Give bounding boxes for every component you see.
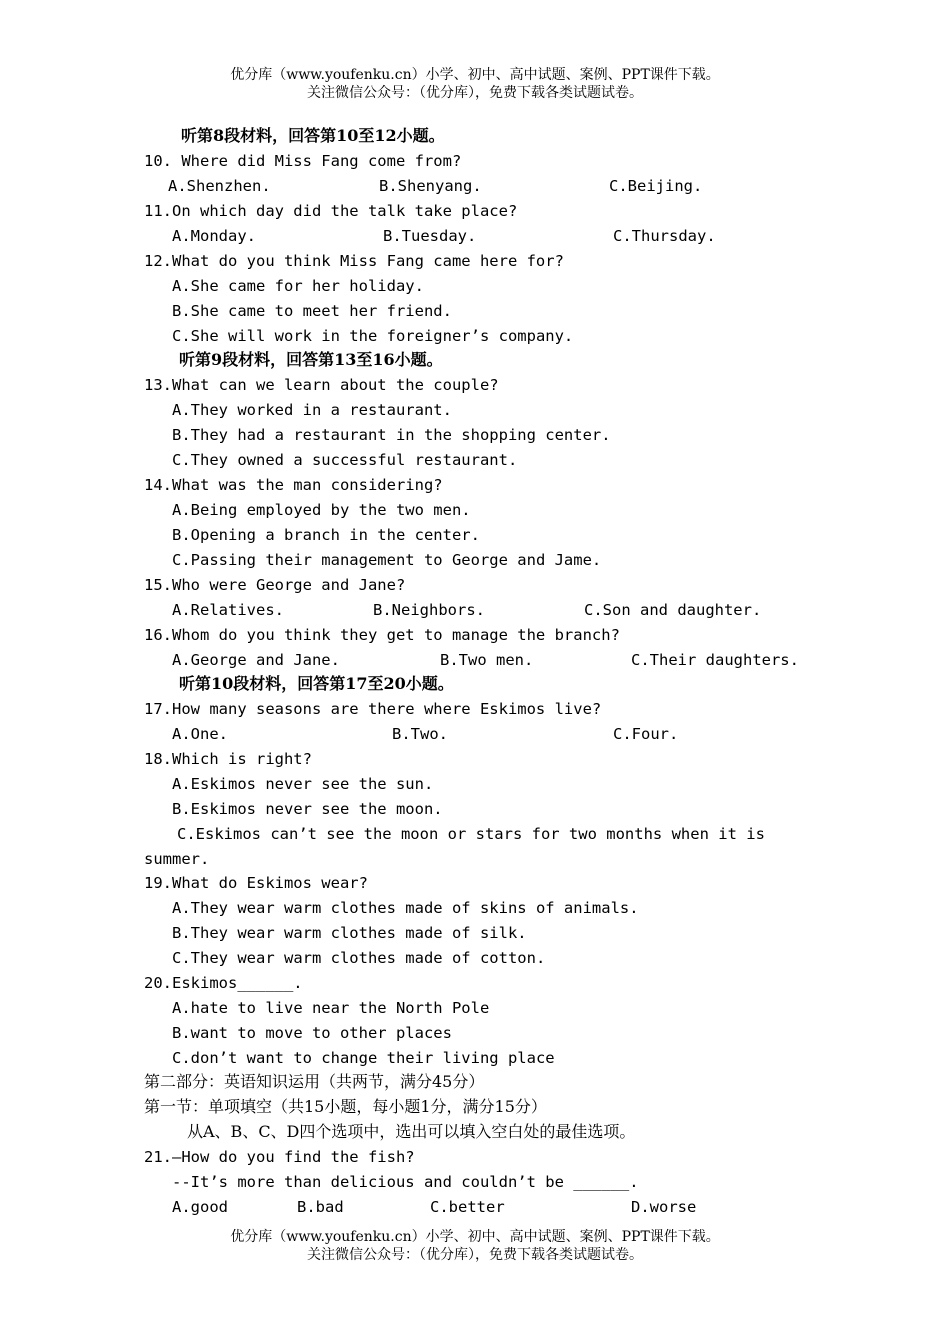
question-20-stem: 20.Eskimos______. <box>144 974 303 992</box>
question-14-option-a: A.Being employed by the two men. <box>172 501 471 519</box>
question-19-option-b: B.They wear warm clothes made of silk. <box>172 924 527 942</box>
footer-line-1: 优分库（www.youfenku.cn）小学、初中、高中试题、案例、PPT课件下载。 <box>230 1229 720 1245</box>
question-20-option-b: B.want to move to other places <box>172 1024 452 1042</box>
question-15-option-a: A.Relatives. <box>172 601 284 619</box>
question-21-option-b: B.bad <box>297 1198 344 1216</box>
question-10-option-a: A.Shenzhen. <box>168 177 271 195</box>
question-15-stem: 15.Who were George and Jane? <box>144 576 406 594</box>
section-8-heading: 听第8段材料，回答第10至12小题。 <box>181 126 445 145</box>
section-10-heading: 听第10段材料，回答第17至20小题。 <box>179 674 454 693</box>
question-13-option-b: B.They had a restaurant in the shopping center. <box>172 426 611 444</box>
question-17-option-a: A.One. <box>172 725 228 743</box>
section-9-heading: 听第9段材料，回答第13至16小题。 <box>179 350 443 369</box>
question-16-option-c: C.Their daughters. <box>631 651 799 669</box>
question-13-option-c: C.They owned a successful restaurant. <box>172 451 518 469</box>
question-21-stem: 21.—How do you find the fish? <box>144 1148 415 1166</box>
question-11-option-c: C.Thursday. <box>613 227 716 245</box>
question-10-stem: 10. Where did Miss Fang come from? <box>144 152 462 170</box>
question-21-option-d: D.worse <box>631 1198 697 1216</box>
question-18-option-c: C.Eskimos can’t see the moon or stars for two months when it is <box>177 825 765 843</box>
question-10-option-b: B.Shenyang. <box>379 177 482 195</box>
question-19-stem: 19.What do Eskimos wear? <box>144 874 368 892</box>
question-21-line-2: --It’s more than delicious and couldn’t be ______. <box>172 1173 639 1191</box>
question-21-option-c: C.better <box>430 1198 505 1216</box>
question-11-option-a: A.Monday. <box>172 227 256 245</box>
question-10-option-c: C.Beijing. <box>609 177 703 195</box>
header-line-2: 关注微信公众号：（优分库），免费下载各类试题试卷。 <box>307 85 643 101</box>
question-16-option-a: A.George and Jane. <box>172 651 340 669</box>
question-11-stem: 11.On which day did the talk take place? <box>144 202 518 220</box>
section-1-heading: 第一节：单项填空（共15小题，每小题1分，满分15分） <box>144 1097 547 1116</box>
footer-line-2: 关注微信公众号：（优分库），免费下载各类试题试卷。 <box>307 1247 643 1263</box>
question-15-option-c: C.Son and daughter. <box>584 601 762 619</box>
question-13-option-a: A.They worked in a restaurant. <box>172 401 452 419</box>
question-16-stem: 16.Whom do you think they get to manage the branch? <box>144 626 620 644</box>
question-14-option-b: B.Opening a branch in the center. <box>172 526 480 544</box>
question-11-option-b: B.Tuesday. <box>383 227 477 245</box>
question-18-option-b: B.Eskimos never see the moon. <box>172 800 443 818</box>
header-line-1: 优分库（www.youfenku.cn）小学、初中、高中试题、案例、PPT课件下载。 <box>230 67 720 83</box>
question-14-stem: 14.What was the man considering? <box>144 476 443 494</box>
question-18-option-c-continued: summer. <box>144 850 210 868</box>
question-13-stem: 13.What can we learn about the couple? <box>144 376 499 394</box>
question-12-stem: 12.What do you think Miss Fang came here for? <box>144 252 564 270</box>
question-21-option-a: A.good <box>172 1198 228 1216</box>
question-20-option-a: A.hate to live near the North Pole <box>172 999 490 1017</box>
question-17-stem: 17.How many seasons are there where Eskimos live? <box>144 700 602 718</box>
section-1-instruction: 从A、B、C、D四个选项中，选出可以填入空白处的最佳选项。 <box>187 1122 636 1141</box>
page-header <box>0 66 950 102</box>
question-12-option-c: C.She will work in the foreigner’s company. <box>172 327 574 345</box>
question-19-option-a: A.They wear warm clothes made of skins of animals. <box>172 899 639 917</box>
part-2-heading: 第二部分：英语知识运用（共两节，满分45分） <box>144 1072 485 1091</box>
question-15-option-b: B.Neighbors. <box>373 601 485 619</box>
question-12-option-a: A.She came for her holiday. <box>172 277 424 295</box>
question-20-option-c: C.don’t want to change their living place <box>172 1049 555 1067</box>
question-14-option-c: C.Passing their management to George and Jame. <box>172 551 602 569</box>
question-16-option-b: B.Two men. <box>440 651 534 669</box>
question-17-option-c: C.Four. <box>613 725 679 743</box>
question-18-stem: 18.Which is right? <box>144 750 312 768</box>
question-18-option-a: A.Eskimos never see the sun. <box>172 775 434 793</box>
page-footer <box>0 1228 950 1264</box>
question-12-option-b: B.She came to meet her friend. <box>172 302 452 320</box>
question-19-option-c: C.They wear warm clothes made of cotton. <box>172 949 546 967</box>
question-17-option-b: B.Two. <box>392 725 448 743</box>
